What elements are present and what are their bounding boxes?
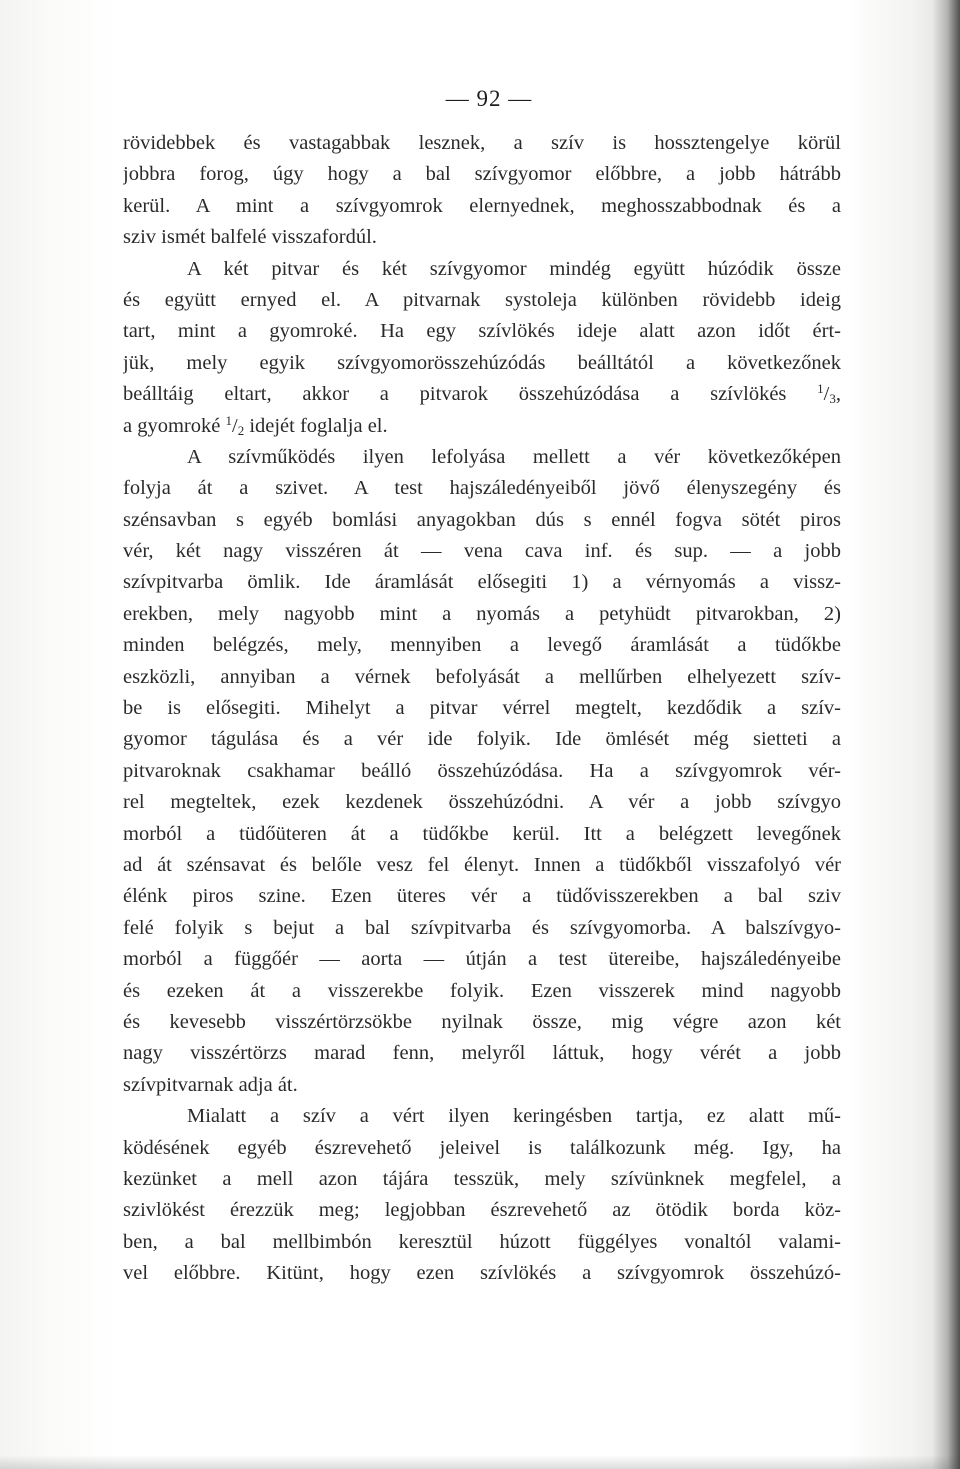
text-line: Mialatt a szív a vért ilyen keringésben tartja, ez alatt mű-: [187, 1105, 841, 1128]
fraction-numerator: 1: [225, 412, 232, 428]
text-line: és együtt ernyed el. A pitvarnak systoleja különben rövidebb ideig: [123, 288, 841, 311]
text-line: jük, mely egyik szívgyomorösszehúzódás beálltától a következőnek: [123, 351, 841, 374]
text-line: ad át szénsavat és belőle vesz fel élenyt. Innen a tüdőkből visszafolyó vér: [123, 853, 841, 876]
text-line: eszközli, annyiban a vérnek befolyását a mellűrben elhelyezett szív-: [123, 665, 841, 688]
text-line: A szívműködés ilyen lefolyása mellett a vér következőképen: [187, 445, 841, 468]
text-line: ködésének egyéb észrevehető jeleivel is találkozunk még. Igy, ha: [123, 1136, 841, 1159]
line-text: a gyomroké: [123, 414, 226, 437]
text-line-fraction: [123, 411, 841, 442]
text-line: és kevesebb visszértörzsökbe nyilnak össze, mig végre azon két: [123, 1010, 841, 1033]
text-line: morból a tüdőüteren át a tüdőkbe kerül. Itt a belégzett levegőnek: [123, 822, 841, 845]
line-text: idejét foglalja el.: [244, 414, 388, 437]
text-line: szívpitvarnak adja át.: [123, 1073, 298, 1096]
text-line: és ezeken át a visszerekbe folyik. Ezen visszerek mind nagyobb: [123, 979, 841, 1002]
fraction-denominator: 2: [237, 422, 245, 438]
text-line: nagy visszértörzs marad fenn, melyről láttuk, hogy vérét a jobb: [123, 1042, 841, 1065]
text-line: sziv ismét balfelé visszafordúl.: [123, 226, 377, 249]
line-text: ,: [835, 383, 841, 406]
text-line: kerül. A mint a szívgyomrok elernyednek, meghosszabbodnak és a: [123, 194, 841, 217]
fraction-slash: /: [231, 414, 238, 437]
text-line: pitvaroknak csakhamar beálló összehúzódása. Ha a szívgyomrok vér-: [123, 759, 841, 782]
text-line: gyomor tágulása és a vér ide folyik. Ide ömlését még sietteti a: [123, 728, 841, 751]
fraction-slash: /: [823, 383, 830, 406]
line-text: beálltáig eltart, akkor a pitvarok összehúzódása a szívlökés: [123, 383, 818, 406]
fraction-denominator: 3: [829, 391, 836, 407]
text-line: erekben, mely nagyobb mint a nyomás a petyhüdt pitvarokban, 2): [123, 602, 841, 625]
text-line: jobbra forog, úgy hogy a bal szívgyomor előbbre, a jobb hátrább: [123, 163, 841, 186]
fraction-numerator: 1: [817, 381, 824, 397]
text-line: rövidebbek és vastagabbak lesznek, a szív is hossztengelye körül: [123, 132, 841, 154]
text-line: ben, a bal mellbimbón keresztül húzott függélyes vonaltól valami-: [123, 1230, 841, 1253]
text-line: tart, mint a gyomroké. Ha egy szívlökés ideje alatt azon időt ért-: [123, 320, 841, 343]
text-line: szénsavban s egyéb bomlási anyagokban dús s ennél fogva sötét piros: [123, 508, 841, 531]
text-line: vel előbbre. Kitünt, hogy ezen szívlökés a szívgyomrok összehúzó-: [123, 1262, 841, 1285]
text-line: szivlökést érezzük meg; legjobban észrevehető az ötödik borda köz-: [123, 1199, 841, 1222]
text-line: kezünket a mell azon tájára tesszük, mely szívünknek megfelel, a: [123, 1167, 841, 1190]
text-line: folyja át a szivet. A test hajszáledényeiből jövő élenyszegény és: [123, 477, 841, 500]
text-line: felé folyik s bejut a bal szívpitvarba és szívgyomorba. A balszívgyo-: [123, 916, 841, 939]
text-line: élénk piros szine. Ezen üteres vér a tüdővisszerekben a bal sziv: [123, 885, 841, 908]
text-line: rel megteltek, ezek kezdenek összehúzódni. A vér a jobb szívgyo: [123, 791, 841, 814]
text-line-fraction: [123, 379, 841, 410]
text-line: minden belégzés, mely, mennyiben a levegő áramlását a tüdőkbe: [123, 634, 841, 657]
page-number: — 92 —: [445, 86, 533, 111]
text-line: A két pitvar és két szívgyomor mindég együtt húzódik össze: [187, 257, 841, 280]
text-line: morból a függőér — aorta — útján a test ütereibe, hajszáledényeibe: [123, 948, 841, 971]
page-bottom-shadow: [0, 1455, 960, 1469]
body-text: [123, 128, 841, 1289]
text-line: vér, két nagy visszéren át — vena cava inf. és sup. — a jobb: [123, 540, 841, 563]
page-edge-shadow: [932, 0, 960, 1469]
text-line: szívpitvarba ömlik. Ide áramlását elősegiti 1) a vérnyomás a vissz-: [123, 571, 841, 594]
text-line: be is elősegiti. Mihelyt a pitvar vérrel megtelt, kezdődik a szív-: [123, 697, 841, 720]
